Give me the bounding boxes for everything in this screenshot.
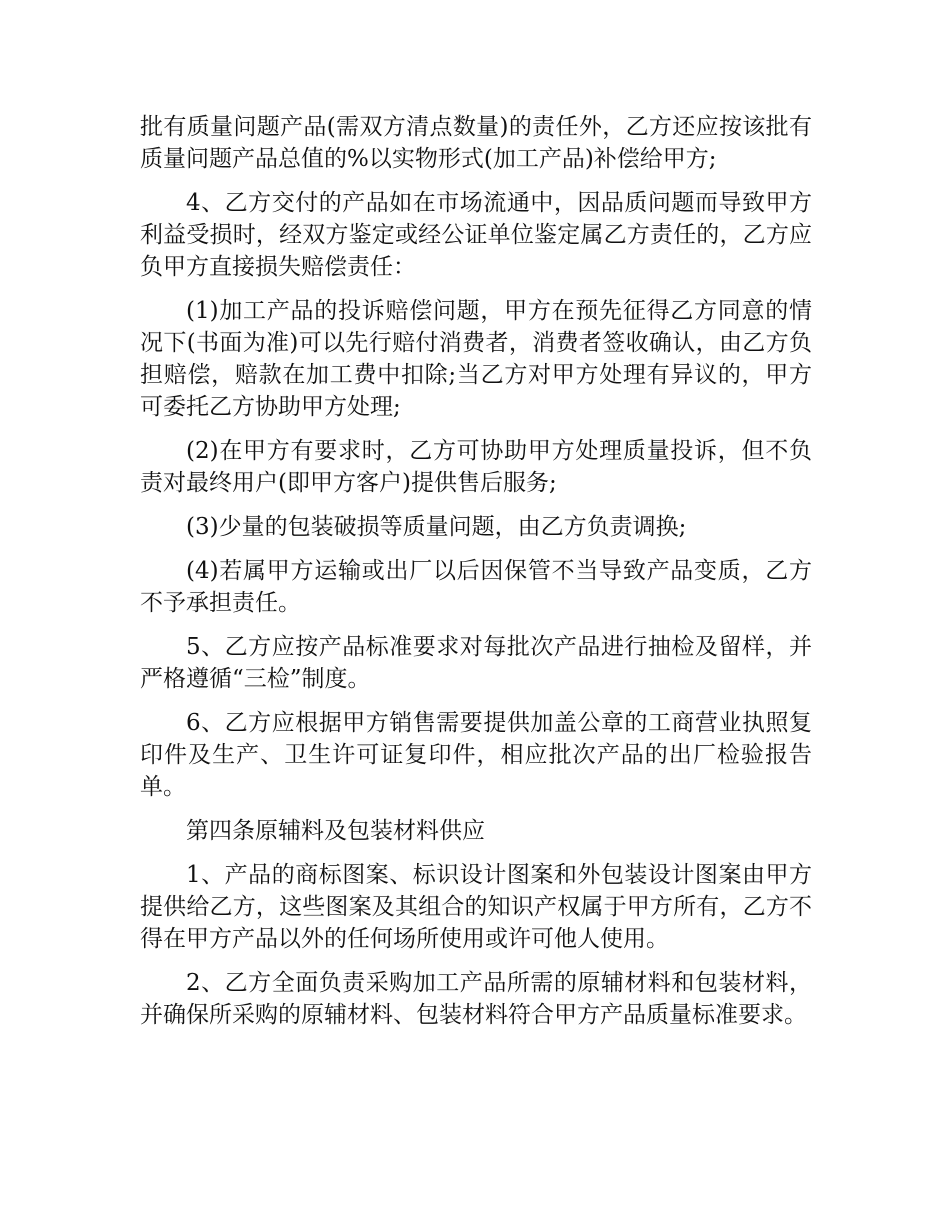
paragraph-clause-4: 4、乙方交付的产品如在市场流通中，因品质问题而导致甲方利益受损时，经双方鉴定或经公证单位鉴定属乙方责任的，乙方应负甲方直接损失赔偿责任： xyxy=(140,190,812,280)
paragraph-article-4-clause-1: 1、产品的商标图案、标识设计图案和外包装设计图案由甲方提供给乙方，这些图案及其组合的知识产权属于甲方所有，乙方不得在甲方产品以外的任何场所使用或许可他人使用。 xyxy=(140,862,812,952)
paragraph-article-4-clause-2: 2、乙方全面负责采购加工产品所需的原辅材料和包装材料，并确保所采购的原辅材料、包装材料符合甲方产品质量标准要求。 xyxy=(140,970,812,1028)
paragraph-item-2: (2)在甲方有要求时，乙方可协助甲方处理质量投诉，但不负责对最终用户(即甲方客户)提供售后服务; xyxy=(140,438,812,496)
paragraph-item-4: (4)若属甲方运输或出厂以后因保管不当导致产品变质，乙方不予承担责任。 xyxy=(140,558,812,616)
section-heading-article-4: 第四条原辅料及包装材料供应 xyxy=(186,818,485,844)
paragraph-continuation: 批有质量问题产品(需双方清点数量)的责任外，乙方还应按该批有质量问题产品总值的%以实物形式(加工产品)补偿给甲方; xyxy=(140,114,812,172)
document-body xyxy=(140,111,812,1043)
paragraph-item-1: (1)加工产品的投诉赔偿问题，甲方在预先征得乙方同意的情况下(书面为准)可以先行赔付消费者，消费者签收确认，由乙方负担赔偿，赔款在加工费中扣除;当乙方对甲方处理有异议的，甲方可委托乙方协助甲方处理; xyxy=(140,298,812,420)
paragraph-item-3: (3)少量的包装破损等质量问题，由乙方负责调换; xyxy=(186,514,687,540)
paragraph-clause-6: 6、乙方应根据甲方销售需要提供加盖公章的工商营业执照复印件及生产、卫生许可证复印件，相应批次产品的出厂检验报告单。 xyxy=(140,710,812,800)
paragraph-clause-5: 5、乙方应按产品标准要求对每批次产品进行抽检及留样，并严格遵循“三检”制度。 xyxy=(140,634,812,692)
